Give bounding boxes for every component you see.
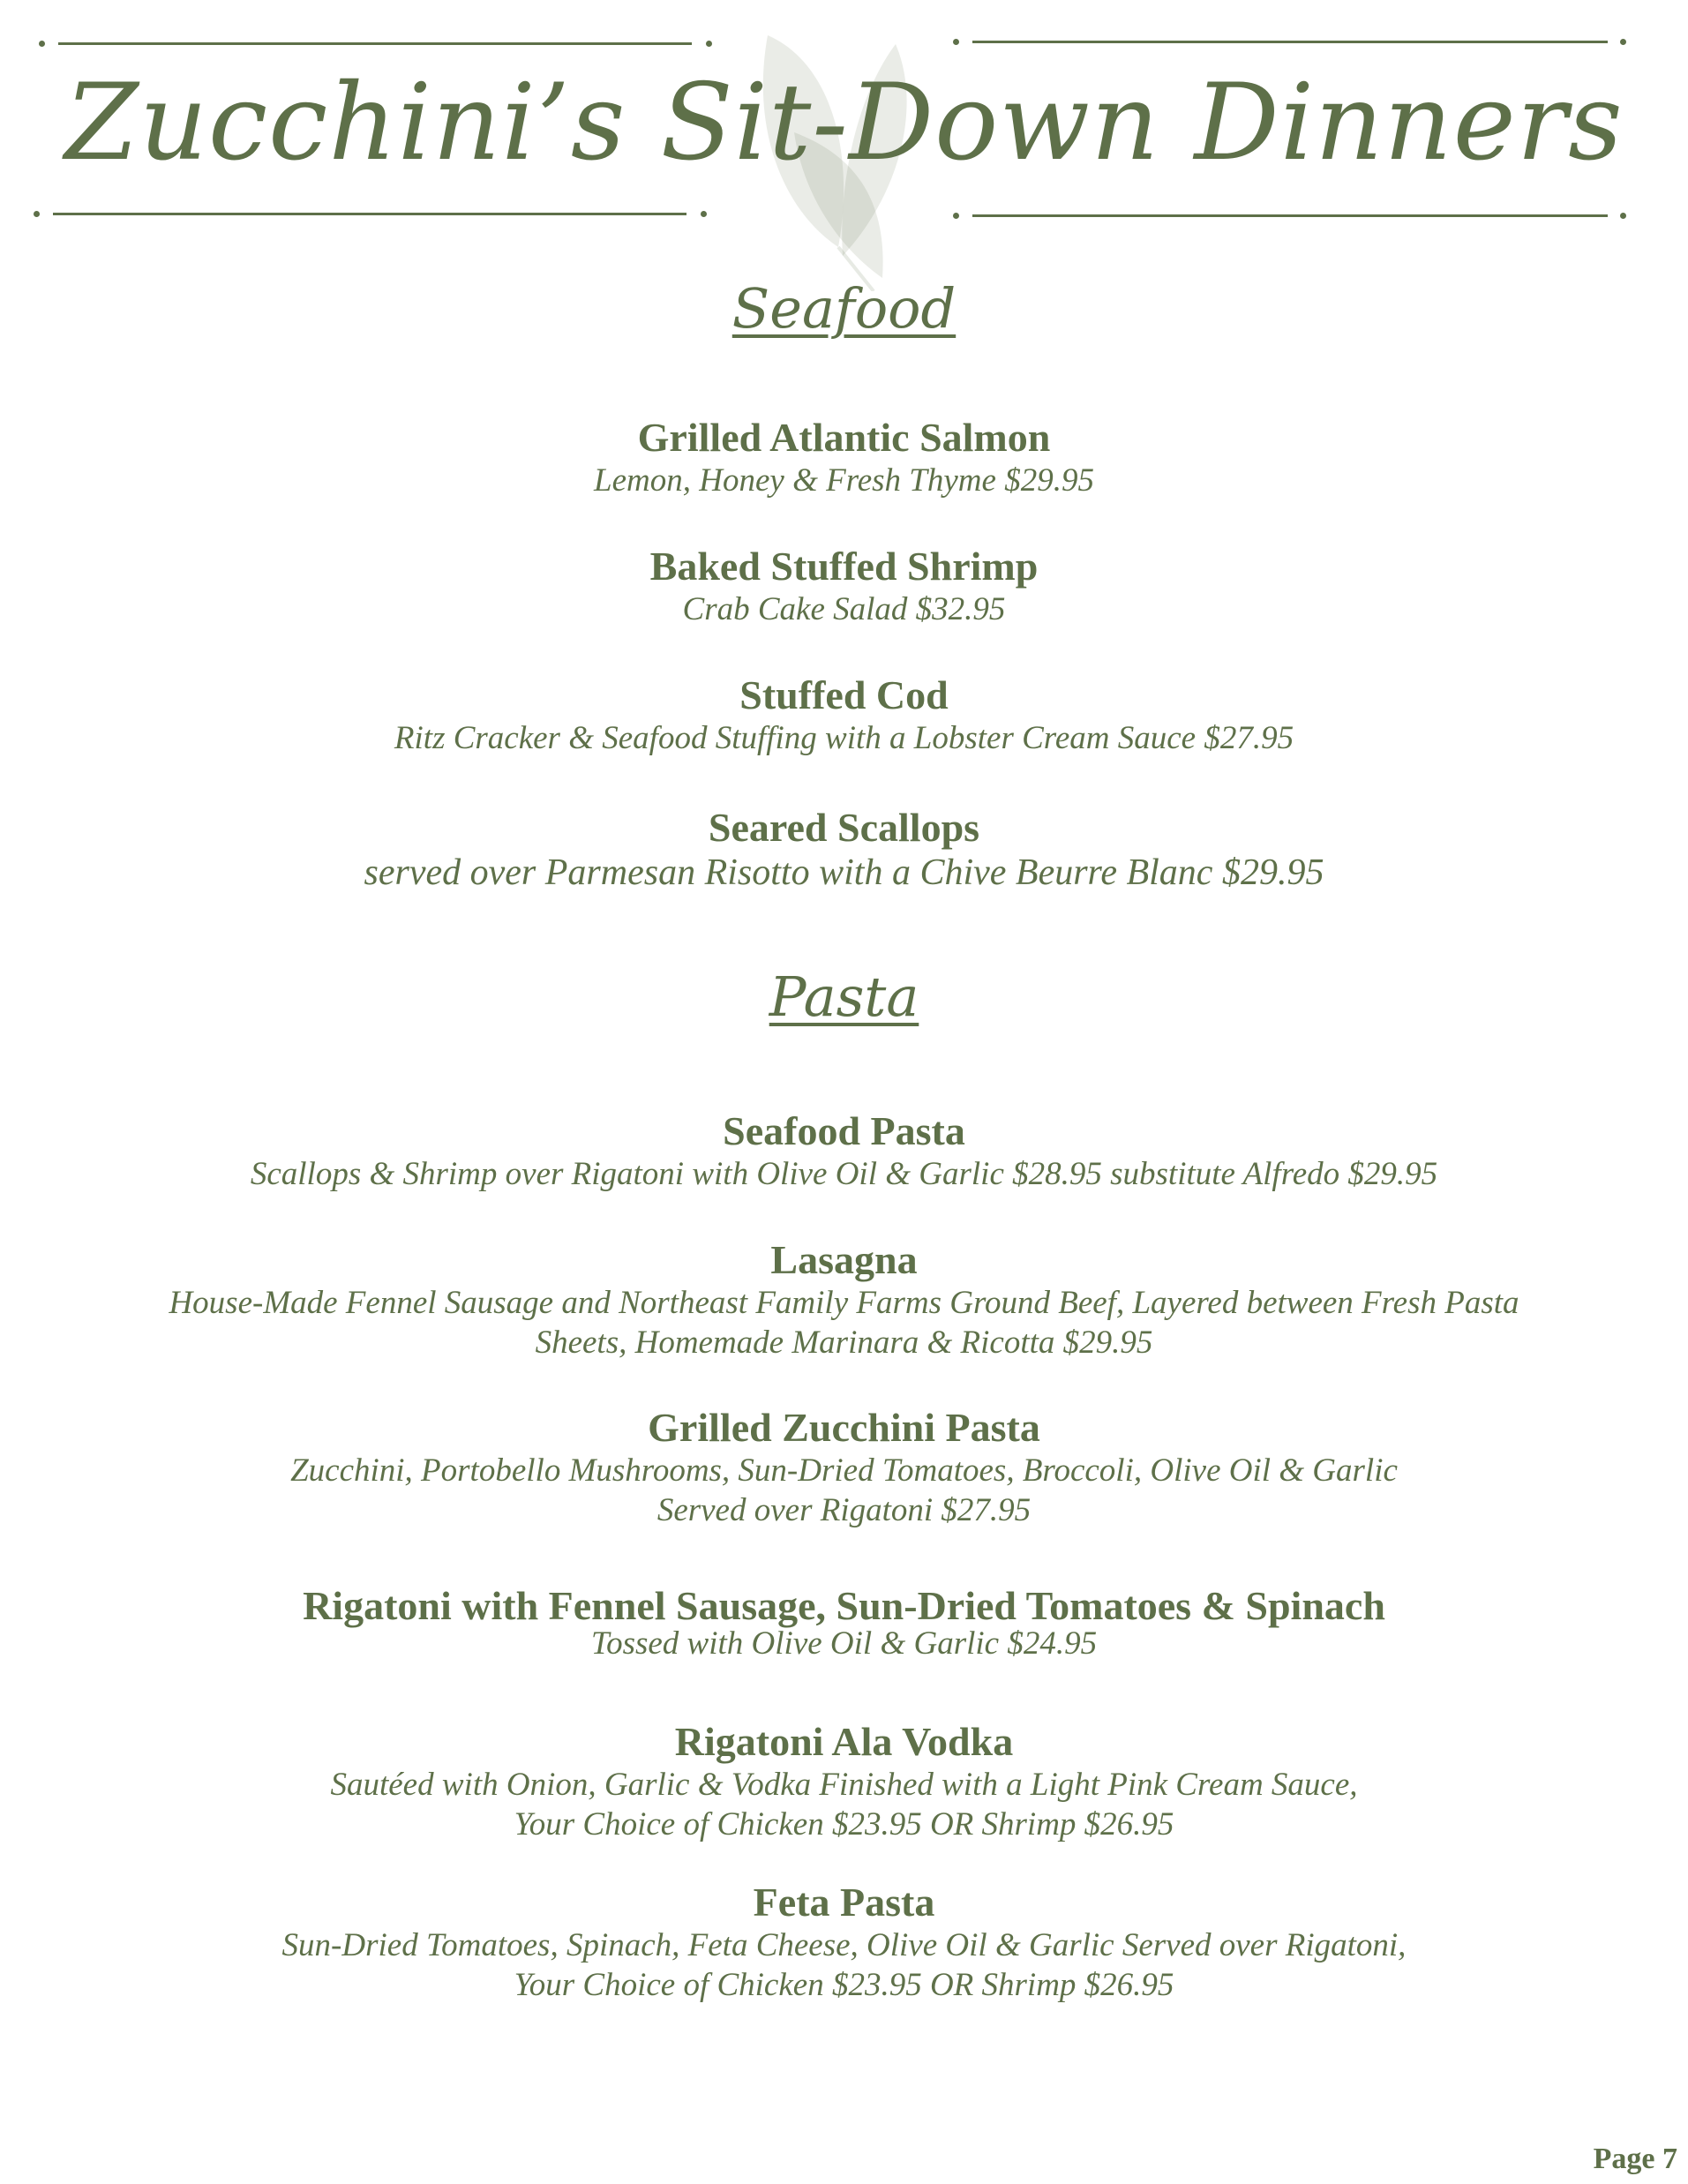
header-rule-dot: [39, 41, 45, 47]
header-rule-top-left: [58, 42, 692, 45]
header-rule-dot: [34, 211, 40, 217]
menu-item: [53, 805, 1635, 895]
header-rule-dot: [701, 211, 707, 217]
header-rule-bottom-right: [972, 214, 1608, 217]
menu-item: [53, 1405, 1635, 1530]
menu-item-description: House-Made Fennel Sausage and Northeast Family Farms Ground Beef, Layered between Fresh Pasta: [169, 1285, 1519, 1321]
menu-item-name: Baked Stuffed Shrimp: [649, 544, 1039, 589]
menu-item-description: Tossed with Olive Oil & Garlic $24.95: [590, 1625, 1098, 1662]
menu-item-description: Sautéed with Onion, Garlic & Vodka Finished with a Light Pink Cream Sauce,: [330, 1767, 1358, 1803]
header-rule-dot: [706, 41, 712, 47]
menu-item-name: Rigatoni with Fennel Sausage, Sun-Dried Tomatoes & Spinach: [303, 1583, 1385, 1628]
menu-item-name: Seafood Pasta: [723, 1108, 965, 1153]
menu-item-description: Sun-Dried Tomatoes, Spinach, Feta Cheese, Olive Oil & Garlic Served over Rigatoni,: [281, 1927, 1407, 1963]
menu-item: [53, 1880, 1635, 2005]
header-rule-dot: [953, 213, 959, 219]
menu-item-name: Feta Pasta: [753, 1880, 935, 1925]
menu-item-name: Rigatoni Ala Vodka: [674, 1719, 1014, 1764]
menu-item: [53, 1108, 1635, 1194]
section-heading-pasta: Pasta: [769, 964, 919, 1029]
menu-item-description: Your Choice of Chicken $23.95 OR Shrimp $26.95: [514, 1967, 1174, 2003]
menu-item-name: Stuffed Cod: [739, 672, 949, 717]
menu-item-name: Seared Scallops: [708, 805, 980, 850]
menu-item-description: Served over Rigatoni $27.95: [656, 1492, 1032, 1528]
menu-item: [53, 1583, 1635, 1663]
menu-item-name: Lasagna: [770, 1237, 918, 1282]
menu-item-description: Lemon, Honey & Fresh Thyme $29.95: [594, 462, 1094, 499]
page-title: Zucchini’s Sit-Down Dinners: [64, 62, 1624, 184]
menu-item: [53, 672, 1635, 758]
menu-item-description: Crab Cake Salad $32.95: [682, 591, 1006, 627]
header-rule-dot: [1620, 213, 1626, 219]
menu-item-description: Sheets, Homemade Marinara & Ricotta $29.95: [535, 1325, 1153, 1361]
header-rule-dot: [1620, 39, 1626, 45]
menu-item-description: Zucchini, Portobello Mushrooms, Sun-Dried Tomatoes, Broccoli, Olive Oil & Garlic: [290, 1452, 1398, 1489]
menu-item-description: Ritz Cracker & Seafood Stuffing with a Lobster Cream Sauce $27.95: [394, 720, 1294, 756]
section-heading-seafood: Seafood: [731, 276, 957, 341]
menu-item: [53, 1719, 1635, 1844]
menu-item: [53, 1237, 1635, 1362]
menu-item-name: Grilled Zucchini Pasta: [648, 1405, 1040, 1450]
header-rule-dot: [953, 39, 959, 45]
menu-item-description: served over Parmesan Risotto with a Chive Beurre Blanc $29.95: [364, 852, 1324, 893]
header-rule-bottom-left: [53, 213, 686, 215]
menu-item-description: Your Choice of Chicken $23.95 OR Shrimp $26.95: [514, 1806, 1174, 1843]
menu-item-description: Scallops & Shrimp over Rigatoni with Olive Oil & Garlic $28.95 substitute Alfredo $29.95: [250, 1156, 1438, 1192]
menu-item: [53, 544, 1635, 629]
page-number: Page 7: [1593, 2143, 1677, 2175]
header-rule-top-right: [972, 41, 1608, 43]
menu-item: [53, 415, 1635, 500]
menu-item-name: Grilled Atlantic Salmon: [637, 415, 1051, 460]
